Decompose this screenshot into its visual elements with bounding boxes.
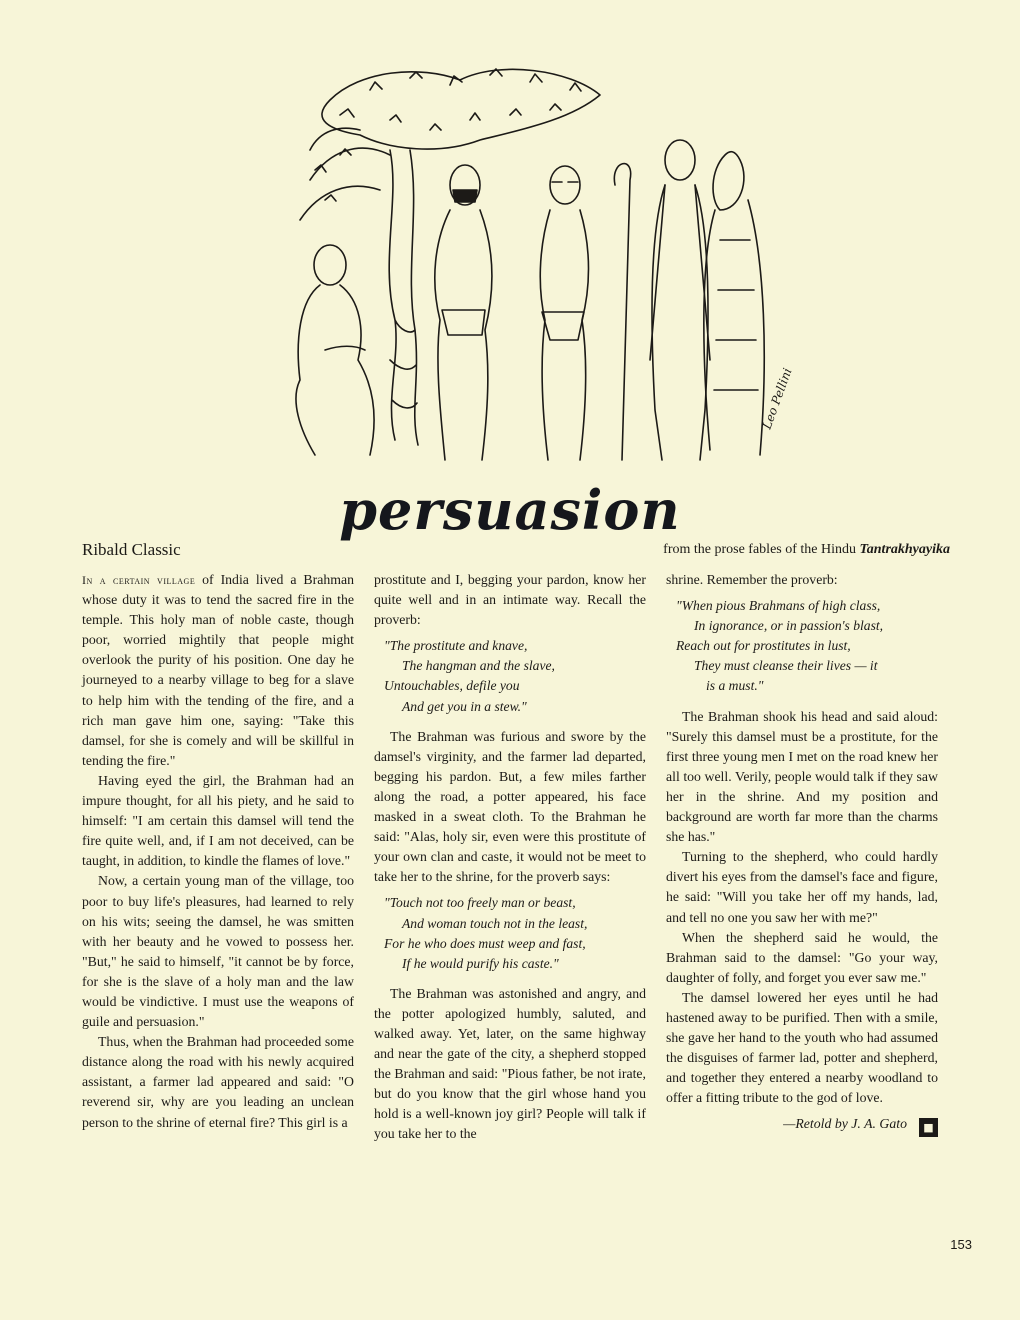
paragraph: The Brahman was furious and swore by the damsel's virginity, and the farmer lad departed, begging his pardon. But, a few miles farther along the road, a potter appeared, his face masked in a sweat cloth. To the Brahman he said: "Alas, holy sir, even were this prostitute of your own clan and caste, it would not be meet to take her to the shrine, for the proverb says:	[374, 728, 646, 885]
retold-by: —Retold by J. A. Gato	[783, 1116, 907, 1132]
tree-canopy	[300, 69, 600, 220]
paragraph: Now, a certain young man of the village, too poor to buy life's pleasures, had learned to rely on his wits; seeing the damsel, he was smitten with her beauty and he vowed to possess her. "But," he said to himself, "it cannot be by force, for she is the slave of a holy man and the law would be vindictive. I must use the weapons of guile and persuasion."	[82, 873, 354, 1030]
page-number: 153	[950, 1237, 972, 1252]
figures-under-tree-drawing	[270, 60, 810, 480]
paragraph: prostitute and I, begging your pardon, know her quite well and in an intimate way. Recall the proverb:	[374, 572, 646, 628]
text-column-3	[666, 570, 938, 1137]
paragraph: The damsel lowered her eyes until he had hastened away to be purified. Then with a smile, she gave her hand to the youth who had assumed the disguises of farmer lad, potter and shepherd, and together they entered a nearby woodland to offer a fitting tribute to the god of love.	[666, 989, 938, 1106]
paragraph: The Brahman shook his head and said aloud: "Surely this damsel must be a prostitute, for the first three young men I met on the road knew her all too well. Verily, people would talk if they saw her in the shrine. And my position and background are worth far more than the charms she has."	[666, 708, 938, 845]
verse-line: "When pious Brahmans of high class,	[676, 598, 881, 614]
text-column-1	[82, 570, 354, 1133]
proverb-verse-3	[676, 596, 938, 696]
verse-line: The hangman and the slave,	[402, 658, 555, 674]
verse-line: In ignorance, or in passion's blast,	[694, 618, 884, 634]
paragraph-text: of India lived a Brahman whose duty it was to tend the sacred fire in the temple. This holy man of noble caste, though poor, worried mightily that people might overlook the purity of his position. One day he journeyed to a nearby village to beg for a slave to help him with the tending of the fire, and a rich man gave him one, saying: "Take this damsel, for she is comely and will be skillful in tending the fire."	[82, 572, 354, 768]
verse-line: "The prostitute and knave,	[384, 638, 528, 654]
verse-line: And woman touch not in the least,	[402, 915, 588, 931]
paragraph: Having eyed the girl, the Brahman had an impure thought, for all his piety, and he said to himself: "I am certain this damsel will tend the fire quite well, and, if I am not deceived, can be taught, in addition, to kindle the flames of love."	[82, 772, 354, 869]
section-kicker: Ribald Classic	[82, 540, 181, 559]
paragraph	[82, 570, 354, 771]
verse-line: Untouchables, defile you	[384, 678, 520, 694]
verse-line: Reach out for prostitutes in lust,	[676, 638, 851, 654]
proverb-verse-2	[384, 893, 646, 973]
proverb-verse-1	[384, 636, 646, 716]
article-title: persuasion	[339, 478, 681, 542]
tree-trunk	[389, 150, 418, 445]
verse-line: "Touch not too freely man or beast,	[384, 895, 576, 911]
end-mark-icon: ■	[919, 1118, 938, 1137]
paragraph: Turning to the shepherd, who could hardly divert his eyes from the damsel's face and figure, he said: "Will you take her off my hands, lad, and tell no one you saw her with me?"	[666, 849, 938, 925]
source-prefix: from the prose fables of the Hindu	[663, 542, 856, 557]
paragraph: shrine. Remember the proverb:	[666, 572, 838, 587]
source-line	[663, 542, 950, 558]
masked-figure	[435, 165, 492, 460]
artist-signature: Leo Pellini	[759, 366, 795, 432]
verse-line: is a must."	[706, 678, 764, 694]
paragraph: Thus, when the Brahman had proceeded some distance along the road with his newly acquired assistant, a farmer lad appeared and said: "O reverend sir, why are you leading an unclean person to the shrine of eternal fire? This girl is a	[82, 1034, 354, 1130]
verse-line: If he would purify his caste."	[402, 955, 559, 971]
author-signoff	[666, 1114, 938, 1137]
verse-line: And get you in a stew."	[402, 698, 527, 714]
brahman-and-damsel	[650, 140, 764, 460]
verse-line: They must cleanse their lives — it	[694, 658, 878, 674]
paragraph: When the shepherd said he would, the Brahman said to the damsel: "Go your way, daughter of folly, and forget you ever saw me."	[666, 929, 938, 985]
shepherd-figure	[540, 164, 630, 460]
source-title: Tantrakhyayika	[859, 542, 950, 557]
text-column-2	[374, 570, 646, 1145]
lead-in-caps: In a certain village	[82, 573, 196, 587]
illustration	[270, 60, 810, 480]
seated-figure	[296, 245, 374, 455]
verse-line: For he who does must weep and fast,	[384, 935, 586, 951]
paragraph: The Brahman was astonished and angry, and the potter apologized humbly, saluted, and walked away. Yet, later, on the same highway and near the gate of the city, a shepherd stopped the Brahman and said: "Pious father, be not irate, but do you know that the girl whose hand you hold is a well-known joy girl? People will talk if you take her to the	[374, 985, 646, 1142]
